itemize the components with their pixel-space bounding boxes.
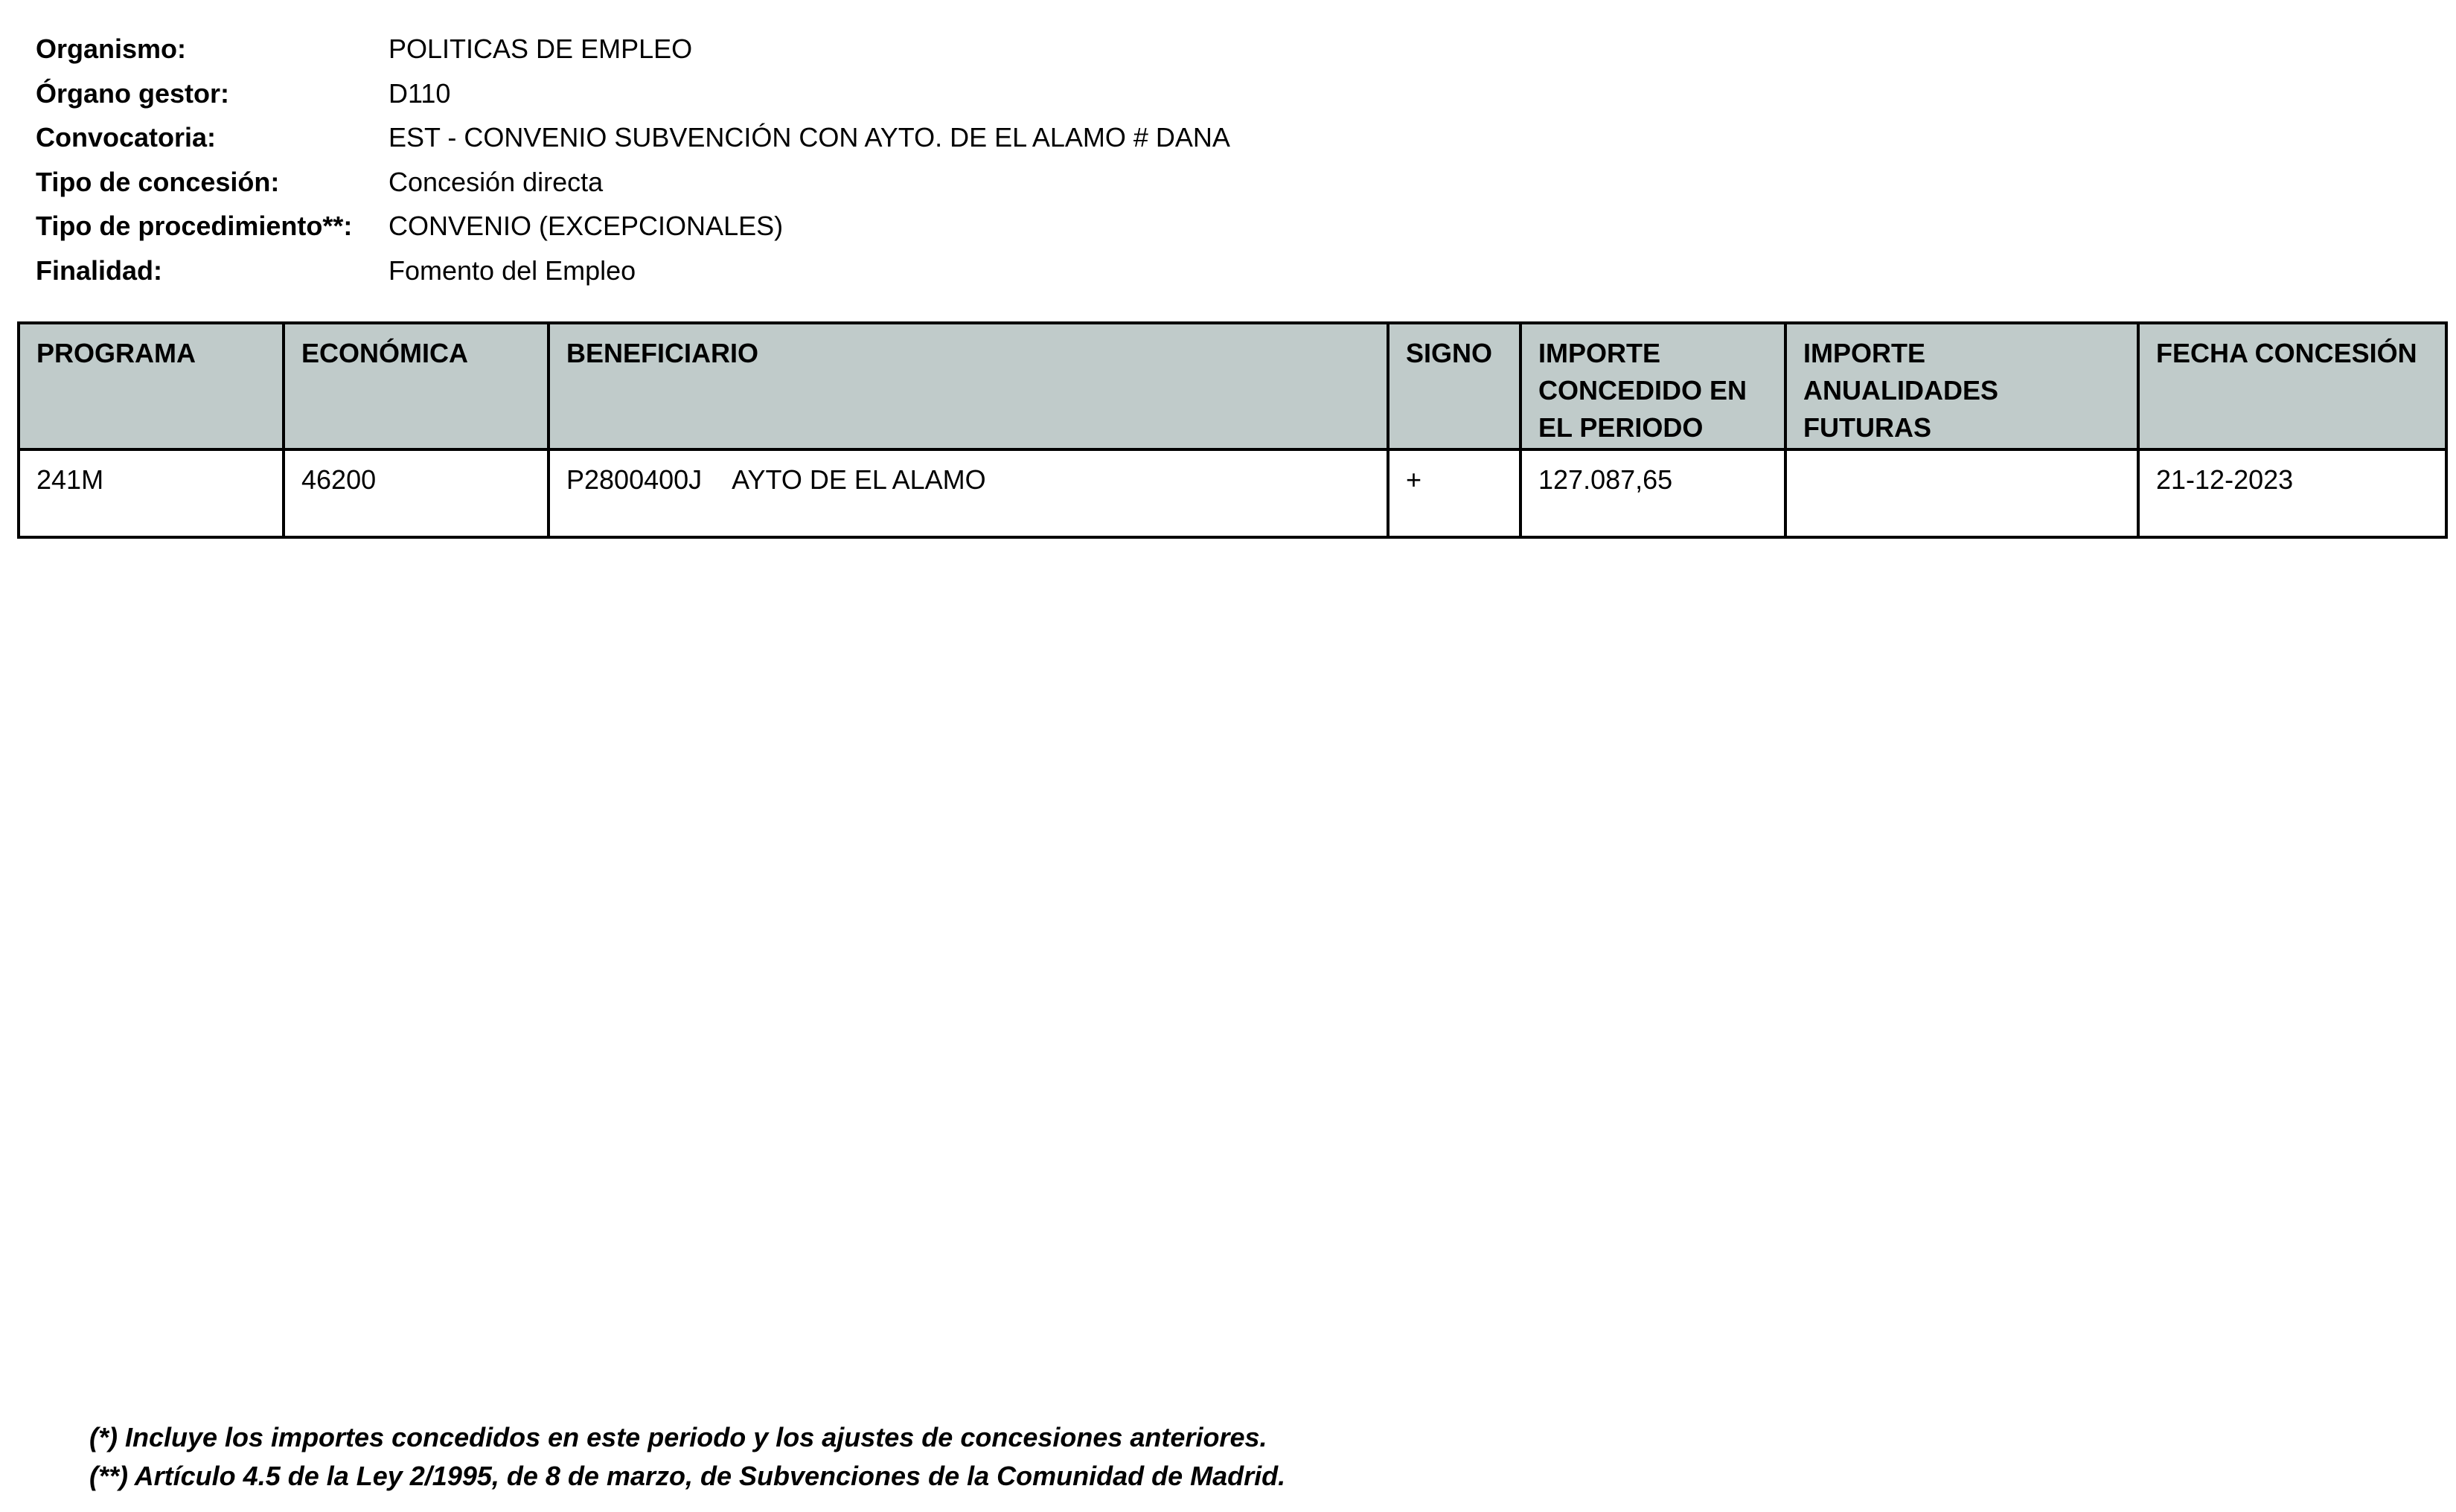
convocatoria-label: Convocatoria: (36, 122, 217, 153)
cell-fecha-concesion: 21-12-2023 (2138, 449, 2446, 537)
cell-signo: + (1388, 449, 1520, 537)
organo-gestor-value: D110 (388, 77, 451, 109)
column-header-signo: SIGNO (1388, 323, 1520, 449)
footnote-ley: (**) Artículo 4.5 de la Ley 2/1995, de 8 de marzo, de Subvenciones de la Comunidad de Madrid. (89, 1461, 1286, 1491)
column-header-fecha-concesion: FECHA CONCESIÓN (2138, 323, 2446, 449)
organismo-label: Organismo: (36, 33, 187, 64)
table-row (19, 449, 2446, 537)
grants-table (17, 321, 2448, 539)
cell-importe-periodo: 127.087,65 (1520, 449, 1785, 537)
column-header-economica: ECONÓMICA (284, 323, 549, 449)
grant-details (36, 27, 1230, 292)
organismo-row (36, 27, 1230, 71)
convocatoria-value: EST - CONVENIO SUBVENCIÓN CON AYTO. DE EL ALAMO # DANA (388, 122, 1230, 153)
tipo-concesion-label: Tipo de concesión: (36, 166, 280, 197)
footnotes (89, 1418, 1285, 1496)
convocatoria-row (36, 115, 1230, 160)
finalidad-value: Fomento del Empleo (388, 254, 636, 286)
tipo-procedimiento-value: CONVENIO (EXCEPCIONALES) (388, 211, 784, 241)
cell-importe-futuras (1785, 449, 2138, 537)
cell-economica: 46200 (284, 449, 549, 537)
cell-programa: 241M (19, 449, 284, 537)
finalidad-row (36, 249, 1230, 293)
footnote-importes: (*) Incluye los importes concedidos en este periodo y los ajustes de concesiones anteriores. (89, 1422, 1267, 1452)
organo-gestor-row (36, 71, 1230, 116)
cell-beneficiario (549, 449, 1388, 537)
table-header-row (19, 323, 2446, 449)
beneficiario-nombre: AYTO DE EL ALAMO (732, 464, 986, 495)
column-header-importe-futuras: IMPORTE ANUALIDADES FUTURAS (1785, 323, 2138, 449)
finalidad-label: Finalidad: (36, 254, 162, 286)
beneficiario-id: P2800400J (566, 464, 703, 495)
tipo-concesion-row (36, 160, 1230, 205)
organo-gestor-label: Órgano gestor: (36, 77, 230, 109)
column-header-programa: PROGRAMA (19, 323, 284, 449)
organismo-value: POLITICAS DE EMPLEO (388, 33, 693, 64)
tipo-procedimiento-label: Tipo de procedimiento**: (36, 211, 353, 241)
tipo-concesion-value: Concesión directa (388, 166, 604, 197)
tipo-procedimiento-row (36, 204, 1230, 249)
column-header-beneficiario: BENEFICIARIO (549, 323, 1388, 449)
column-header-importe-periodo: IMPORTE CONCEDIDO EN EL PERIODO (1520, 323, 1785, 449)
